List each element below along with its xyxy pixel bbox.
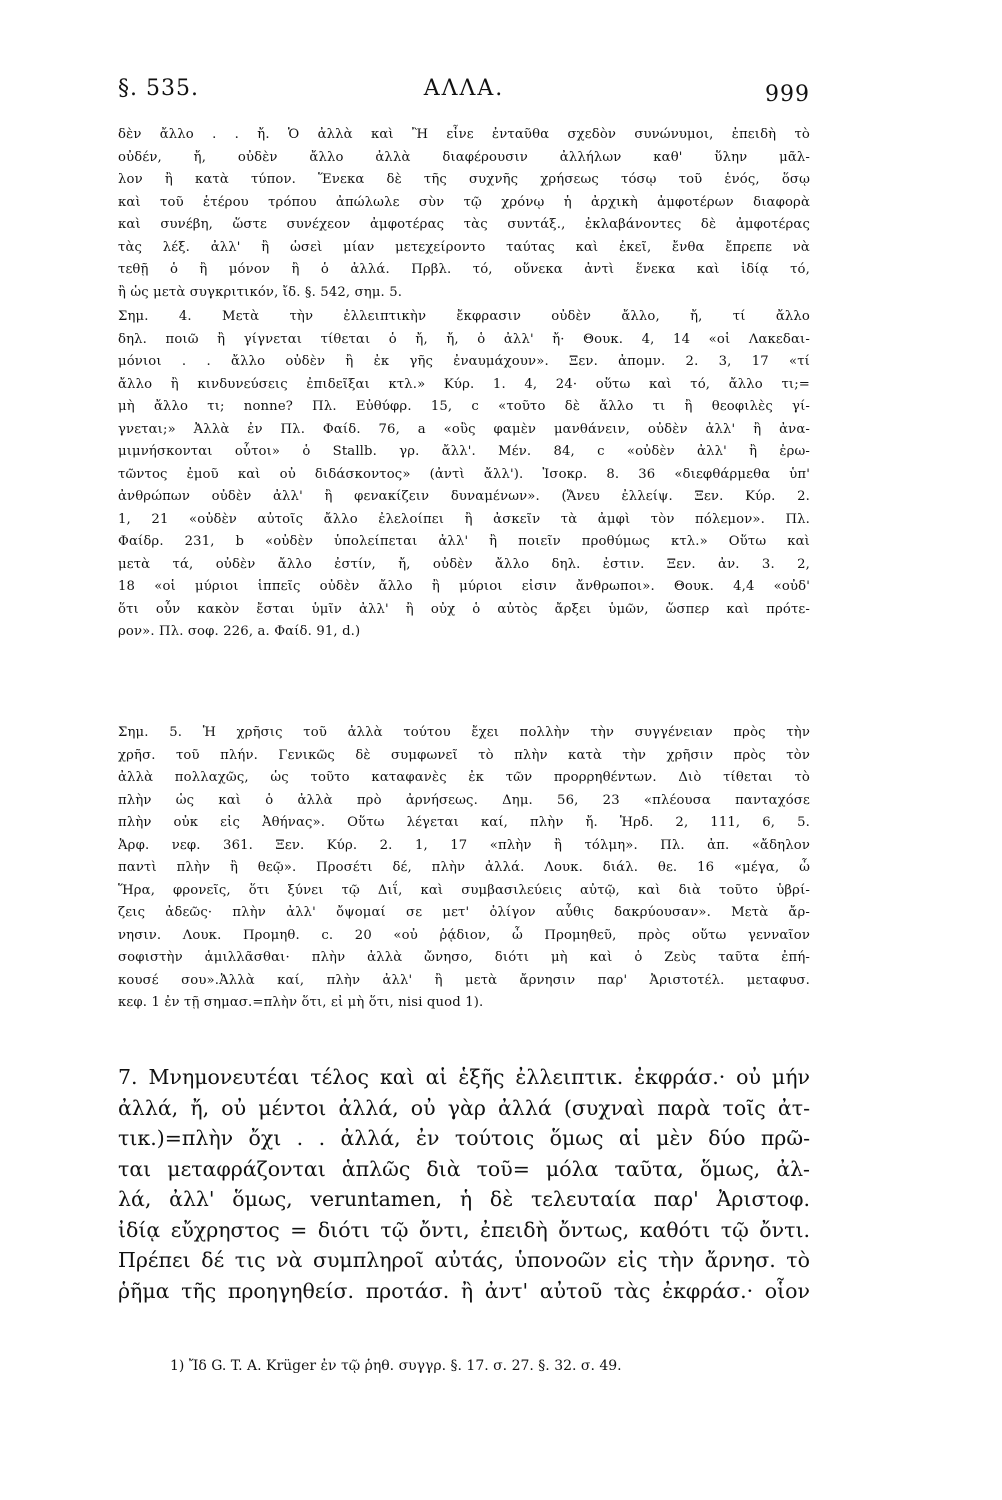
text-line: σοφιστὴν ἁμιλλᾶσθαι· πλὴν ἀλλὰ ὤνησο, διότι μὴ καὶ ὁ Ζεὺς ταῦτα ἐπή- (118, 950, 810, 965)
text-line: χρῆσ. τοῦ πλήν. Γενικῶς δὲ συμφωνεῖ τὸ πλὴν κατὰ τὴν χρῆσιν πρὸς τὸν (118, 747, 810, 763)
text-line: ῥῆμα τῆς προηγηθείσ. προτάσ. ἢ ἀντ' αὐτοῦ τὰς ἐκφράσ.· οἷον (118, 1278, 810, 1303)
text-line: ζεις ἀδεῶς· πλὴν ἀλλ' ὄψομαί σε μετ' ὀλίγον αὖθις δακρύουσαν». Μετὰ ἄρ- (118, 905, 810, 920)
text-line: νησιν. Λουκ. Προμηθ. c. 20 «οὐ ῥᾴδιον, ὦ Προμηθεῦ, πρὸς οὕτω γενναῖον (118, 927, 810, 943)
running-title: ΑΛΛΑ. (423, 76, 505, 101)
text-line: μιμνήσκονται οὗτοι» ὁ Stallb. γρ. ἄλλ'. Μέν. 84, c «οὐδὲν ἀλλ' ἢ ἐρω- (118, 444, 810, 459)
text-line: μὴ ἄλλο τι; nonne? Πλ. Εὐθύφρ. 15, c «τοῦτο δὲ ἄλλο τι ἢ θεοφιλὲς γί- (118, 399, 810, 414)
text-line: ται μεταφράζονται ἁπλῶς διὰ τοῦ= μόλα ταῦτα, ὅμως, ἀλ- (118, 1156, 810, 1181)
section-number: §. 535. (118, 76, 199, 101)
text-line: παντὶ πλὴν ἢ θεῷ». Προσέτι δέ, πλὴν ἀλλά. Λουκ. διάλ. θε. 16 «μέγα, ὦ (118, 860, 810, 875)
paragraph-intro (118, 124, 810, 304)
text-line: δηλ. ποιῶ ἢ γίγνεται τίθεται ὁ ἤ, ἤ, ὁ ἀλλ' ἤ· Θουκ. 4, 14 «οἱ Λακεδαι- (118, 331, 810, 347)
footnote: 1) Ἴδ G. T. A. Krüger ἐν τῷ ῥηθ. συγγρ. §. 17. σ. 27. §. 32. σ. 49. (170, 1358, 622, 1374)
text-line: ἢ ὡς μετὰ συγκριτικόν, ἴδ. §. 542, σημ. 5. (118, 284, 403, 300)
text-line: Ἀρφ. νεφ. 361. Ξεν. Κύρ. 2. 1, 17 «πλὴν ἢ τόλμη». Πλ. ἀπ. «ἄδηλον (118, 837, 810, 853)
text-line: 7. Μνημονευτέαι τέλος καὶ αἱ ἑξῆς ἐλλειπτικ. ἐκφράσ.· οὐ μήν (118, 1065, 810, 1089)
text-line: κεφ. 1 ἐν τῇ σημασ.=πλὴν ὅτι, εἰ μὴ ὅτι, nisi quod 1). (118, 995, 484, 1010)
text-line: ἀλλὰ πολλαχῶς, ὡς τοῦτο καταφανὲς ἐκ τῶν προρρηθέντων. Διὸ τίθεται τὸ (118, 770, 810, 785)
text-line: ἰδίᾳ εὔχρηστος = διότι τῷ ὄντι, ἐπειδὴ ὄντως, καθότι τῷ ὄντι. (118, 1217, 810, 1242)
text-line: Φαίδρ. 231, b «οὐδὲν ὑπολείπεται ἀλλ' ἢ ποιεῖν προθύμως κτλ.» Οὕτω καὶ (118, 534, 810, 549)
text-line: 1, 21 «οὐδὲν αὐτοῖς ἄλλο ἐλελοίπει ἢ ἀσκεῖν τὰ ἀμφὶ τὸν πόλεμον». Πλ. (118, 511, 810, 527)
text-line: δὲν ἄλλο . . ἤ. Ὁ ἀλλὰ καὶ Ἢ εἶνε ἐνταῦθα σχεδὸν συνώνυμοι, ἐπειδὴ τὸ (118, 127, 810, 142)
text-line: ἀλλά, ἤ, οὐ μέντοι ἀλλά, οὐ γὰρ ἀλλά (συχναὶ παρὰ τοῖς ἀτ- (118, 1095, 810, 1120)
text-line: 18 «οἱ μύριοι ἱππεῖς οὐδὲν ἄλλο ἢ μύριοι εἰσιν ἄνθρωποι». Θουκ. 4,4 «οὐδ' (118, 579, 810, 594)
text-line: τὰς λέξ. ἀλλ' ἢ ὡσεὶ μίαν μετεχείροντο ταύτας καὶ ἐκεῖ, ἔνθα ἔπρεπε νὰ (118, 239, 810, 255)
page-header (118, 76, 810, 112)
text-line: τεθῇ ὁ ἢ μόνον ἢ ὁ ἀλλά. Πρβλ. τό, οὕνεκα ἀντὶ ἕνεκα καὶ ἰδίᾳ τό, (118, 262, 810, 277)
text-line: τῶντος ἐμοῦ καὶ οὐ διδάσκοντος» (ἀντὶ ἄλλ'). Ἰσοκρ. 8. 36 «διεφθάρμεθα ὑπ' (118, 466, 810, 482)
text-line: λά, ἀλλ' ὅμως, veruntamen, ἡ δὲ τελευταία παρ' Ἀριστοφ. (118, 1187, 810, 1211)
paragraph-note-4 (118, 306, 810, 644)
text-line: πλὴν ὡς καὶ ὁ ἀλλὰ πρὸ ἀρνήσεως. Δημ. 56, 23 «πλέουσα πανταχόσε (118, 792, 810, 808)
page-number: 999 (765, 82, 810, 107)
paragraph-section-7 (118, 1062, 810, 1306)
text-line: καὶ τοῦ ἑτέρου τρόπου ἀπώλωλε σὺν τῷ χρόνῳ ἡ ἀρχικὴ ἀμφοτέρων διαφορὰ (118, 194, 810, 210)
text-line: καὶ συνέβη, ὥστε συνέχεον ἀμφοτέρας τὰς συντάξ., ἐκλαβάνοντες δὲ ἀμφοτέρας (118, 217, 810, 232)
text-line: ρον». Πλ. σοφ. 226, a. Φαίδ. 91, d.) (118, 624, 361, 639)
text-line: οὐδέν, ἤ, οὐδὲν ἄλλο ἀλλὰ διαφέρουσιν ἀλλήλων καθ' ὕλην μᾶλ- (118, 149, 810, 165)
text-line: ὅτι οὖν κακὸν ἔσται ὑμῖν ἀλλ' ἢ οὐχ ὁ αὐτὸς ἄρξει ὑμῶν, ὥσπερ καὶ πρότε- (118, 601, 810, 617)
text-line: ἄλλο ἢ κινδυνεύσεις ἐπιδεῖξαι κτλ.» Κύρ. 1. 4, 24· οὕτω καὶ τό, ἄλλο τι;= (118, 376, 810, 392)
text-line: Πρέπει δέ τις νὰ συμπληροῖ αὐτάς, ὑπονοῶν εἰς τὴν ἄρνησ. τὸ (118, 1248, 810, 1272)
text-line: Σημ. 4. Μετὰ τὴν ἐλλειπτικὴν ἔκφρασιν οὐδὲν ἄλλο, ἤ, τί ἄλλο (118, 309, 810, 324)
text-line: τικ.)=πλὴν ὄχι . . ἀλλά, ἐν τούτοις ὅμως αἱ μὲν δύο πρῶ- (118, 1126, 810, 1150)
paragraph-note-5 (118, 722, 810, 1015)
text-line: κουσέ σου».Ἀλλὰ καί, πλὴν ἀλλ' ἢ μετὰ ἄρνησιν παρ' Ἀριστοτέλ. μεταφυσ. (118, 972, 810, 988)
text-line: λον ἢ κατὰ τύπον. Ἕνεκα δὲ τῆς συχνῆς χρήσεως τόσῳ τοῦ ἑνός, ὅσῳ (118, 172, 810, 187)
text-line: πλὴν οὐκ εἰς Ἀθήνας». Οὕτω λέγεται καί, πλὴν ἤ. Ἡρδ. 2, 111, 6, 5. (118, 815, 810, 830)
text-line: Σημ. 5. Ἡ χρῆσις τοῦ ἀλλὰ τούτου ἔχει πολλὴν τὴν συγγένειαν πρὸς τὴν (118, 725, 810, 740)
text-line: ἀνθρώπων οὐδὲν ἀλλ' ἢ φενακίζειν δυναμένων». (Ἄνευ ἐλλείψ. Ξεν. Κύρ. 2. (118, 489, 810, 504)
text-line: μόνιοι . . ἄλλο οὐδὲν ἢ ἐκ γῆς ἐναυμάχουν». Ξεν. ἀπομν. 2. 3, 17 «τί (118, 354, 810, 369)
text-line: μετὰ τά, οὐδὲν ἄλλο ἐστίν, ἤ, οὐδὲν ἄλλο δηλ. ἐστιν. Ξεν. ἀν. 3. 2, (118, 556, 810, 572)
text-line: Ἥρα, φρονεῖς, ὅτι ξύνει τῷ Διΐ, καὶ συμβασιλεύεις αὐτῷ, καὶ διὰ τοῦτο ὑβρί- (118, 882, 810, 898)
text-line: γνεται;» Ἀλλὰ ἐν Πλ. Φαίδ. 76, a «οὓς φαμὲν μανθάνειν, οὐδὲν ἀλλ' ἢ ἀνα- (118, 421, 810, 437)
